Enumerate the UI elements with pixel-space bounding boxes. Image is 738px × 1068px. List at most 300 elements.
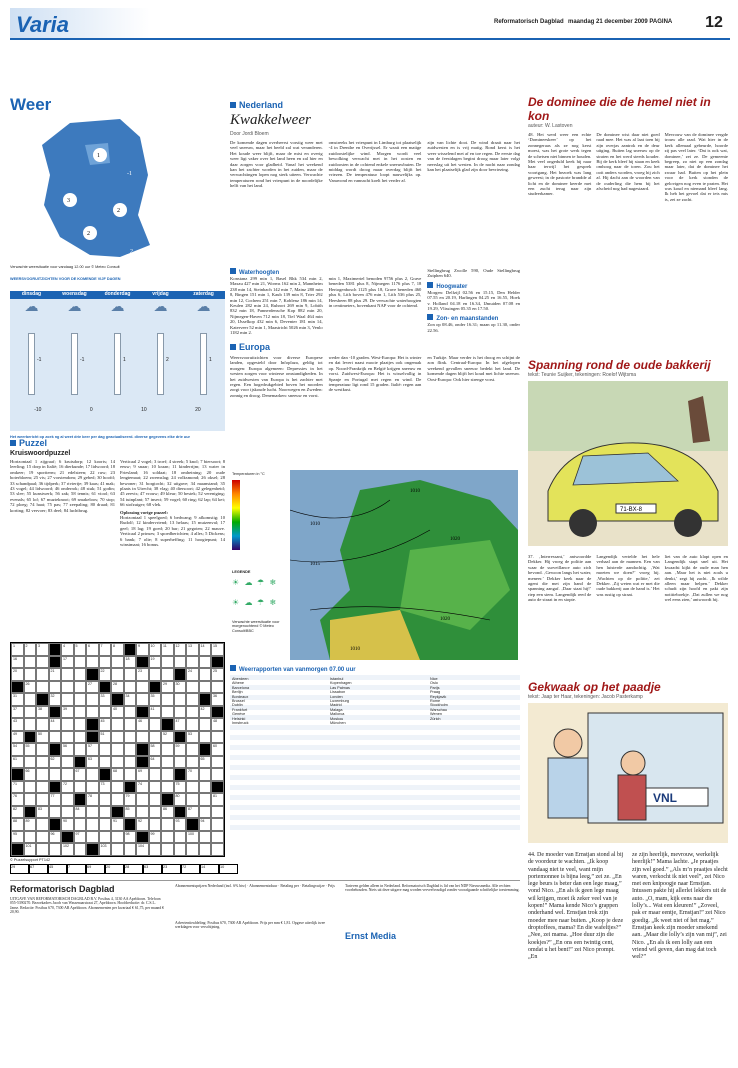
crossword-cell[interactable] (36, 768, 49, 781)
crossword-cell[interactable] (99, 643, 112, 656)
crossword-cell[interactable] (24, 768, 37, 781)
crossword-cell[interactable] (61, 743, 74, 756)
crossword-cell[interactable] (61, 843, 74, 856)
crossword-cell[interactable] (174, 781, 187, 794)
crossword-cell[interactable] (199, 643, 212, 656)
crossword-cell[interactable] (161, 843, 174, 856)
crossword-cell[interactable] (174, 718, 187, 731)
crossword-cell[interactable] (124, 656, 137, 669)
crossword-cell[interactable] (86, 681, 99, 694)
crossword-cell[interactable] (161, 806, 174, 819)
crossword-cell[interactable] (36, 656, 49, 669)
crossword-cell[interactable] (74, 731, 87, 744)
crossword-cell[interactable] (199, 756, 212, 769)
waterhoogten-text: Stellingbrug Zwolle 590, Oude Stellingbrug Zutphen 640. (427, 268, 521, 279)
crossword-cell[interactable] (11, 793, 24, 806)
crossword-cell[interactable] (136, 843, 149, 856)
crossword-block (111, 806, 124, 819)
crossword-cell[interactable] (149, 781, 162, 794)
scale-value: 10 (141, 407, 147, 413)
crossword-cell[interactable] (124, 706, 137, 719)
crossword-cell[interactable] (49, 693, 62, 706)
crossword-cell[interactable] (61, 643, 74, 656)
crossword-cell[interactable] (49, 756, 62, 769)
crossword-cell[interactable] (36, 756, 49, 769)
crossword-cell[interactable] (149, 756, 162, 769)
crossword-cell[interactable] (61, 768, 74, 781)
crossword-cell[interactable] (36, 668, 49, 681)
city: Madrid (330, 703, 342, 708)
crossword-cell[interactable] (199, 831, 212, 844)
crossword-cell[interactable] (74, 656, 87, 669)
crossword-cell[interactable] (49, 768, 62, 781)
weerrapporten-title: Weerrapporten van vanmorgen 07.00 uur (230, 665, 520, 673)
crossword-cell[interactable] (11, 668, 24, 681)
crossword-cell[interactable] (186, 656, 199, 669)
crossword-cell[interactable] (161, 681, 174, 694)
crossword-cell[interactable] (161, 656, 174, 669)
crossword-cell[interactable] (11, 806, 24, 819)
crossword-grid[interactable] (10, 642, 225, 857)
weather-cloud-icon (93, 148, 107, 162)
isobar-label: 1020 (440, 617, 450, 622)
crossword-cell[interactable] (74, 643, 87, 656)
crossword-cell[interactable] (74, 831, 87, 844)
crossword-cell[interactable] (36, 781, 49, 794)
crossword-cell[interactable] (24, 643, 37, 656)
crossword-cell[interactable] (99, 706, 112, 719)
crossword-cell[interactable] (186, 781, 199, 794)
crossword-cell[interactable] (211, 793, 224, 806)
cell-number: 1 (13, 644, 15, 648)
cell-number: 10 (150, 644, 155, 648)
crossword-block (86, 731, 99, 744)
crossword-cell[interactable] (111, 831, 124, 844)
crossword-cell[interactable] (211, 831, 224, 844)
crossword-cell[interactable] (111, 706, 124, 719)
crossword-cell[interactable] (149, 643, 162, 656)
crossword-cell[interactable] (11, 731, 24, 744)
crossword-cell[interactable] (74, 718, 87, 731)
crossword-block (174, 806, 187, 819)
crossword-cell[interactable] (86, 781, 99, 794)
crossword-cell[interactable] (211, 806, 224, 819)
crossword-cell[interactable] (186, 793, 199, 806)
crossword-cell[interactable] (61, 693, 74, 706)
crossword-cell[interactable] (124, 693, 137, 706)
crossword-cell[interactable] (136, 718, 149, 731)
crossword-cell[interactable] (36, 843, 49, 856)
crossword-cell[interactable] (124, 806, 137, 819)
crossword-cell[interactable] (111, 668, 124, 681)
crossword-cell[interactable] (199, 768, 212, 781)
crossword-cell[interactable] (86, 768, 99, 781)
legend-icons (232, 578, 282, 618)
crossword-cell[interactable] (74, 768, 87, 781)
crossword-cell[interactable] (24, 706, 37, 719)
crossword-cell[interactable] (74, 668, 87, 681)
cell-number: 43 (13, 719, 17, 723)
crossword-cell[interactable] (49, 843, 62, 856)
city: Las Palmas (330, 685, 350, 690)
crossword-block (124, 818, 137, 831)
crossword-cell[interactable] (161, 781, 174, 794)
crossword-cell[interactable] (49, 668, 62, 681)
crossword-cell[interactable] (199, 668, 212, 681)
crossword-cell[interactable] (11, 818, 24, 831)
crossword-cell[interactable] (174, 743, 187, 756)
crossword-cell[interactable] (61, 806, 74, 819)
cell-number: 53 (188, 731, 192, 736)
crossword-cell[interactable] (49, 731, 62, 744)
crossword-cell[interactable] (86, 793, 99, 806)
waterhoogten-text: min 1, Maximeriel benoden 9756 plus 2, Grave beneden 5381 plus 8, Nijmegen 1176 plus 7, 18 Hertogenbosch 1125 plus 18, Grave beneden 460 plus 6, Lith boven 476 min 1, Lith 536 plus 25, Heesbeen 88 plus 29. De verwachte waterhoogten in centimeters, bovenkant NAP voor de ochtend. (328, 276, 422, 309)
crossword-cell[interactable] (149, 731, 162, 744)
crossword-cell[interactable] (186, 806, 199, 819)
crossword-cell[interactable] (24, 843, 37, 856)
crossword-cell[interactable] (36, 731, 49, 744)
crossword-cell[interactable] (211, 681, 224, 694)
cell-number: 59 (175, 744, 180, 748)
crossword-cell[interactable] (86, 818, 99, 831)
cell-number: 93 (175, 819, 180, 823)
crossword-cell[interactable] (74, 706, 87, 719)
crossword-cell[interactable] (199, 806, 212, 819)
crossword-cell[interactable] (111, 681, 124, 694)
crossword-cell[interactable] (149, 818, 162, 831)
crossword-cell[interactable] (111, 656, 124, 669)
crossword-cell[interactable] (36, 806, 49, 819)
crossword-cell[interactable] (86, 806, 99, 819)
crossword-cell[interactable] (24, 718, 37, 731)
crossword-cell[interactable] (86, 693, 99, 706)
crossword-cell[interactable] (211, 756, 224, 769)
crossword-cell[interactable] (186, 768, 199, 781)
crossword-cell[interactable] (199, 793, 212, 806)
crossword-cell[interactable] (211, 731, 224, 744)
crossword-cell[interactable] (199, 731, 212, 744)
crossword-cell[interactable] (161, 706, 174, 719)
crossword-cell[interactable] (24, 668, 37, 681)
crossword-cell[interactable] (61, 706, 74, 719)
crossword-cell[interactable] (161, 818, 174, 831)
crossword-cell[interactable] (186, 718, 199, 731)
crossword-cell[interactable] (124, 718, 137, 731)
crossword-cell[interactable] (36, 681, 49, 694)
crossword-cell[interactable] (11, 693, 24, 706)
crossword-cell[interactable] (186, 731, 199, 744)
crossword-cell[interactable] (86, 706, 99, 719)
crossword-cell[interactable] (124, 668, 137, 681)
cell-number: 61 (13, 756, 17, 761)
crossword-cell[interactable] (49, 681, 62, 694)
crossword-cell[interactable] (136, 731, 149, 744)
sun-icon: ☀ (232, 598, 240, 607)
crossword-cell[interactable] (186, 668, 199, 681)
crossword-cell[interactable] (199, 706, 212, 719)
crossword-cell[interactable] (49, 793, 62, 806)
crossword-cell[interactable] (111, 818, 124, 831)
crossword-cell[interactable] (49, 831, 62, 844)
crossword-cell[interactable] (149, 806, 162, 819)
crossword-cell[interactable] (161, 756, 174, 769)
crossword-cell[interactable] (136, 643, 149, 656)
crossword-cell[interactable] (136, 668, 149, 681)
crossword-cell[interactable] (136, 818, 149, 831)
crossword-cell[interactable] (11, 756, 24, 769)
cell-number: 15 (213, 644, 217, 648)
crossword-cell[interactable] (124, 831, 137, 844)
crossword-cell[interactable] (99, 693, 112, 706)
crossword-cell[interactable] (24, 831, 37, 844)
crossword-cell[interactable] (74, 843, 87, 856)
cell-number: 5 (75, 644, 78, 648)
crossword-cell[interactable] (211, 843, 224, 856)
crossword-cell[interactable] (86, 831, 99, 844)
crossword-cell[interactable] (11, 706, 24, 719)
cell-number: 24 (188, 669, 192, 673)
crossword-cell[interactable] (124, 768, 137, 781)
crossword-cell[interactable] (61, 731, 74, 744)
crossword-cell[interactable] (174, 793, 187, 806)
crossword-cell[interactable] (36, 718, 49, 731)
crossword-cell[interactable] (99, 831, 112, 844)
solution-cell: 69 (86, 864, 105, 874)
crossword-cell[interactable] (161, 743, 174, 756)
crossword-cell[interactable] (111, 781, 124, 794)
crossword-cell[interactable] (211, 743, 224, 756)
crossword-cell[interactable] (36, 818, 49, 831)
crossword-cell[interactable] (49, 806, 62, 819)
crossword-cell[interactable] (199, 818, 212, 831)
crossword-cell[interactable] (111, 768, 124, 781)
crossword-cell[interactable] (99, 668, 112, 681)
crossword-cell[interactable] (186, 831, 199, 844)
crossword-cell[interactable] (111, 743, 124, 756)
crossword-cell[interactable] (61, 781, 74, 794)
crossword-cell[interactable] (199, 718, 212, 731)
puzzle-section (10, 438, 225, 638)
story-byline: tekst: Jaap ter Haar, tekeningen: Jacob Pasterkamp (528, 694, 643, 700)
crossword-cell[interactable] (186, 843, 199, 856)
crossword-cell[interactable] (199, 656, 212, 669)
cell-number: 78 (88, 794, 92, 798)
crossword-cell[interactable] (11, 743, 24, 756)
van-label: VNL (653, 791, 677, 805)
crossword-cell[interactable] (199, 781, 212, 794)
crossword-cell[interactable] (11, 831, 24, 844)
crossword-cell[interactable] (24, 781, 37, 794)
crossword-cell[interactable] (161, 768, 174, 781)
cell-number: 63 (88, 756, 92, 761)
crossword-cell[interactable] (149, 831, 162, 844)
crossword-cell[interactable] (186, 693, 199, 706)
day-temp: -1 (80, 357, 85, 363)
page-number: 12 (700, 10, 728, 36)
zon-title: Zon- en maanstanden (427, 314, 520, 322)
crossword-cell[interactable] (99, 731, 112, 744)
crossword-cell[interactable] (174, 681, 187, 694)
crossword-cell[interactable] (99, 818, 112, 831)
crossword-block (136, 756, 149, 769)
crossword-cell[interactable] (74, 818, 87, 831)
crossword-cell[interactable] (24, 656, 37, 669)
crossword-cell[interactable] (124, 731, 137, 744)
crossword-block (136, 743, 149, 756)
cloud-icon: ☁ (244, 598, 253, 607)
crossword-cell[interactable] (174, 831, 187, 844)
crossword-cell[interactable] (174, 656, 187, 669)
crossword-cell[interactable] (99, 781, 112, 794)
crossword-cell[interactable] (74, 681, 87, 694)
crossword-cell[interactable] (74, 806, 87, 819)
crossword-cell[interactable] (161, 693, 174, 706)
crossword-cell[interactable] (74, 743, 87, 756)
crossword-cell[interactable] (174, 818, 187, 831)
city: Genève (232, 712, 246, 717)
crossword-cell[interactable] (149, 668, 162, 681)
crossword-cell[interactable] (174, 643, 187, 656)
crossword-cell[interactable] (111, 643, 124, 656)
europa-section (230, 342, 520, 462)
crossword-cell[interactable] (99, 793, 112, 806)
crossword-cell[interactable] (111, 718, 124, 731)
cell-number: 97 (75, 831, 80, 836)
crossword-cell[interactable] (24, 818, 37, 831)
crossword-cell[interactable] (86, 743, 99, 756)
europe-map-panel (230, 470, 520, 660)
crossword-cell[interactable] (124, 681, 137, 694)
crossword-cell[interactable] (149, 793, 162, 806)
crossword-cell[interactable] (99, 806, 112, 819)
crossword-cell[interactable] (186, 756, 199, 769)
crossword-cell[interactable] (61, 818, 74, 831)
crossword-cell[interactable] (161, 731, 174, 744)
crossword-cell[interactable] (124, 843, 137, 856)
crossword-cell[interactable] (49, 718, 62, 731)
crossword-cell[interactable] (149, 656, 162, 669)
city: Malaga (330, 707, 343, 712)
city: Wenen (430, 712, 442, 717)
article-column: omstreeks het vriespunt in Limburg tot plaatselijk -4 in Drenthe en Overijssel. Er waait een matige zuidoostelijke wind. Morgen wordt veel bewolking verwacht met in het oosten en zuidoosten in de ochtend enkele sneeuwbuien. De middag wordt droog maar overdag blijft het vriezen. De temperatuur loopt nauwelijks op. Vanavond en vannacht koelt het verder af. (328, 140, 422, 183)
crossword-cell[interactable] (24, 693, 37, 706)
article-column: weder dan -10 graden. West-Europa: Het is winter en dat levert naast mooie plaatjes ook ongemak op. Noord-Frankrijk en België krijgen sneeuw en vorst. Zuidwest-Europa: Het is wisselvallig in Spanje en Portugal met regen en wind. De temperatuur ligt rond 15 graden. Italië: regen aan de westkust. (328, 355, 422, 393)
crossword-cell[interactable] (211, 818, 224, 831)
snow-cloud-icon: ☁ (24, 300, 39, 315)
crossword-cell[interactable] (211, 768, 224, 781)
crossword-cell[interactable] (136, 806, 149, 819)
cell-number: 64 (150, 756, 155, 761)
crossword-cell[interactable] (199, 843, 212, 856)
crossword-cell[interactable] (211, 693, 224, 706)
crossword-cell[interactable] (124, 756, 137, 769)
snow-cloud-icon: ☁ (196, 300, 211, 315)
crossword-cell[interactable] (161, 831, 174, 844)
crossword-cell[interactable] (124, 793, 137, 806)
crossword-cell[interactable] (11, 718, 24, 731)
crossword-cell[interactable] (111, 793, 124, 806)
crossword-cell[interactable] (74, 693, 87, 706)
crossword-cell[interactable] (149, 706, 162, 719)
crossword-cell[interactable] (61, 681, 74, 694)
crossword-cell[interactable] (61, 656, 74, 669)
city: Oslo (430, 681, 438, 686)
crossword-cell[interactable] (24, 793, 37, 806)
crossword-cell[interactable] (36, 643, 49, 656)
day-label: donderdag (104, 291, 131, 297)
crossword-cell[interactable] (211, 668, 224, 681)
crossword-cell[interactable] (124, 743, 137, 756)
crossword-cell[interactable] (61, 756, 74, 769)
crossword-cell[interactable] (99, 743, 112, 756)
crossword-cell[interactable] (186, 643, 199, 656)
crossword-cell[interactable] (174, 693, 187, 706)
crossword-cell[interactable] (86, 656, 99, 669)
crossword-cell[interactable] (136, 681, 149, 694)
crossword-cell[interactable] (36, 793, 49, 806)
crossword-cell[interactable] (36, 706, 49, 719)
crossword-cell[interactable] (86, 643, 99, 656)
crossword-cell[interactable] (99, 656, 112, 669)
crossword-cell[interactable] (136, 793, 149, 806)
cell-number: 49 (13, 731, 17, 736)
crossword-cell[interactable] (174, 706, 187, 719)
paadje-section (528, 680, 728, 1060)
crossword-cell[interactable] (86, 756, 99, 769)
crossword-cell[interactable] (149, 743, 162, 756)
crossword-cell[interactable] (61, 718, 74, 731)
crossword-cell[interactable] (149, 718, 162, 731)
crossword-cell[interactable] (24, 756, 37, 769)
crossword-cell[interactable] (36, 831, 49, 844)
crossword-cell[interactable] (136, 781, 149, 794)
crossword-cell[interactable] (186, 706, 199, 719)
crossword-cell[interactable] (11, 643, 24, 656)
crossword-cell[interactable] (11, 656, 24, 669)
crossword-cell[interactable] (24, 743, 37, 756)
crossword-cell[interactable] (211, 718, 224, 731)
crossword-cell[interactable] (136, 693, 149, 706)
crossword-cell[interactable] (186, 681, 199, 694)
crossword-cell[interactable] (111, 843, 124, 856)
crossword-cell[interactable] (174, 843, 187, 856)
crossword-cell[interactable] (174, 756, 187, 769)
crossword-cell[interactable] (161, 643, 174, 656)
crossword-cell[interactable] (36, 743, 49, 756)
crossword-cell[interactable] (61, 668, 74, 681)
cell-number: 3 (38, 644, 40, 648)
crossword-cell[interactable] (99, 843, 112, 856)
crossword-cell[interactable] (111, 731, 124, 744)
crossword-cell[interactable] (186, 743, 199, 756)
crossword-cell[interactable] (74, 781, 87, 794)
puzzle-title: Puzzel (10, 438, 225, 448)
crossword-cell[interactable] (161, 668, 174, 681)
crossword-cell[interactable] (211, 643, 224, 656)
crossword-cell[interactable] (99, 718, 112, 731)
crossword-cell[interactable] (136, 768, 149, 781)
crossword-cell[interactable] (61, 793, 74, 806)
crossword-cell[interactable] (149, 843, 162, 856)
crossword-cell[interactable] (24, 681, 37, 694)
cell-number: 98 (125, 831, 130, 836)
crossword-cell[interactable] (149, 693, 162, 706)
crossword-cell[interactable] (149, 768, 162, 781)
crossword-cell[interactable] (99, 756, 112, 769)
crossword-cell[interactable] (199, 681, 212, 694)
crossword-cell[interactable] (111, 756, 124, 769)
crossword-cell[interactable] (11, 781, 24, 794)
